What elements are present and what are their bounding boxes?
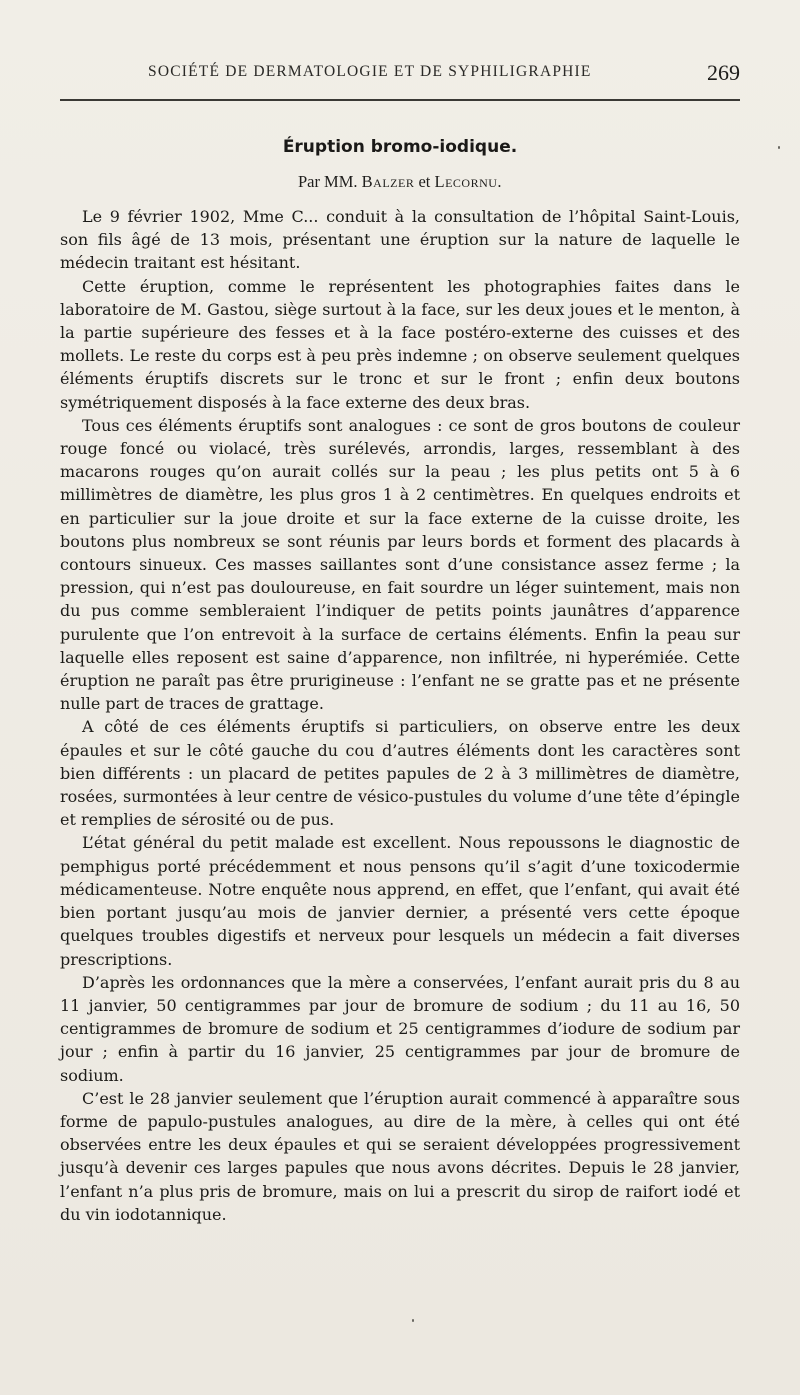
paragraph-2: Cette éruption, comme le représentent les photographies faites dans le laboratoire de M. Gastou, siège surtout à la face, sur les deux joues et le menton, à la partie supérieure des fesses et à la face postéro-externe des cuisses et des mollets. Le reste du corps est à peu près indemne ; on observe seulement quelques éléments éruptifs discrets sur le tronc et sur le front ; enfin deux boutons symétriquement disposés à la face externe des deux bras. (60, 276, 740, 412)
header-rule (60, 99, 740, 101)
running-title: SOCIÉTÉ DE DERMATOLOGIE ET DE SYPHILIGRAPHIE (148, 63, 592, 80)
running-header (60, 60, 740, 90)
paragraph-3: Tous ces éléments éruptifs sont analogues : ce sont de gros boutons de couleur rouge foncé ou violacé, très surélevés, arrondis, larges, ressemblant à des macarons rouges qu’on aurait collés sur la peau ; les plus petits ont 5 à 6 millimètres de diamètre, les plus gros 1 à 2 centimètres. En quelques endroits et en particulier sur la joue droite et sur la face externe de la cuisse droite, les boutons plus nombreux se sont réunis par leurs bords et forment des placards à contours sinueux. Ces masses saillantes sont d’une consistance assez ferme ; la pression, qui n’est pas douloureuse, en fait sourdre un léger suintement, mais non du pus comme sembleraient l’indiquer de petits points jaunâtres d’apparence purulente que l’on entrevoit à la surface de certains éléments. Enfin la peau sur laquelle elles reposent est saine d’apparence, non infiltrée, ni hyperémiée. Cette éruption ne paraît pas être prurigineuse : l’enfant ne se gratte pas et ne présente nulle part de traces de grattage. (60, 415, 740, 714)
page-number: 269 (707, 60, 740, 85)
paragraph-6: D’après les ordonnances que la mère a conservées, l’enfant aurait pris du 8 au 11 janvier, 50 centigrammes par jour de bromure de sodium ; du 11 au 16, 50 centigrammes de bromure de sodium et 25 centigrammes d’iodure de sodium par jour ; enfin à partir du 16 janvier, 25 centigrammes par jour de bromure de sodium. (60, 972, 740, 1085)
authors-joiner: et (418, 172, 431, 191)
print-speck (778, 146, 780, 149)
paragraph-4: A côté de ces éléments éruptifs si particuliers, on observe entre les deux épaules et sur le côté gauche du cou d’autres éléments dont les caractères sont bien différents : un placard de petites papules de 2 à 3 millimètres de diamètre, rosées, surmontées à leur centre de vésico-pustules du volume d’une tête d’épingle et remplies de sérosité ou de pus. (60, 717, 740, 830)
authors-prefix: Par MM. (297, 172, 358, 191)
article-authors (60, 172, 740, 192)
paragraph-1: Le 9 février 1902, Mme C... conduit à la consultation de l’hôpital Saint-Louis, son fils âgé de 13 mois, présentant une éruption sur la nature de laquelle le médecin traitant est hésitant. (60, 207, 740, 273)
author-balzer: Balzer (361, 172, 415, 191)
paragraph-7: C’est le 28 janvier seulement que l’éruption aurait commencé à apparaître sous forme de papulo-pustules analogues, au dire de la mère, à celles qui ont été observées entre les deux épaules et qui se seraient développées progressivement jusqu’à devenir ces larges papules que nous avons décrites. Depuis le 28 janvier, l’enfant n’a plus pris de bromure, mais on lui a prescrit du sirop de raifort iodé et du vin iodotannique. (60, 1088, 740, 1224)
author-lecornu: Lecornu. (434, 172, 503, 191)
print-speck (412, 1319, 414, 1322)
article-title: Éruption bromo-iodique. (282, 137, 518, 157)
paragraph-5: L’état général du petit malade est excellent. Nous repoussons le diagnostic de pemphigus porté précédemment et nous pensons qu’il s’agit d’une toxicodermie médicamenteuse. Notre enquête nous apprend, en effet, que l’enfant, qui avait été bien portant jusqu’au mois de janvier dernier, a présenté vers cette époque quelques troubles digestifs et nerveux pour lesquels un médecin a fait diverses prescriptions. (60, 833, 740, 969)
article-body (60, 205, 740, 1226)
